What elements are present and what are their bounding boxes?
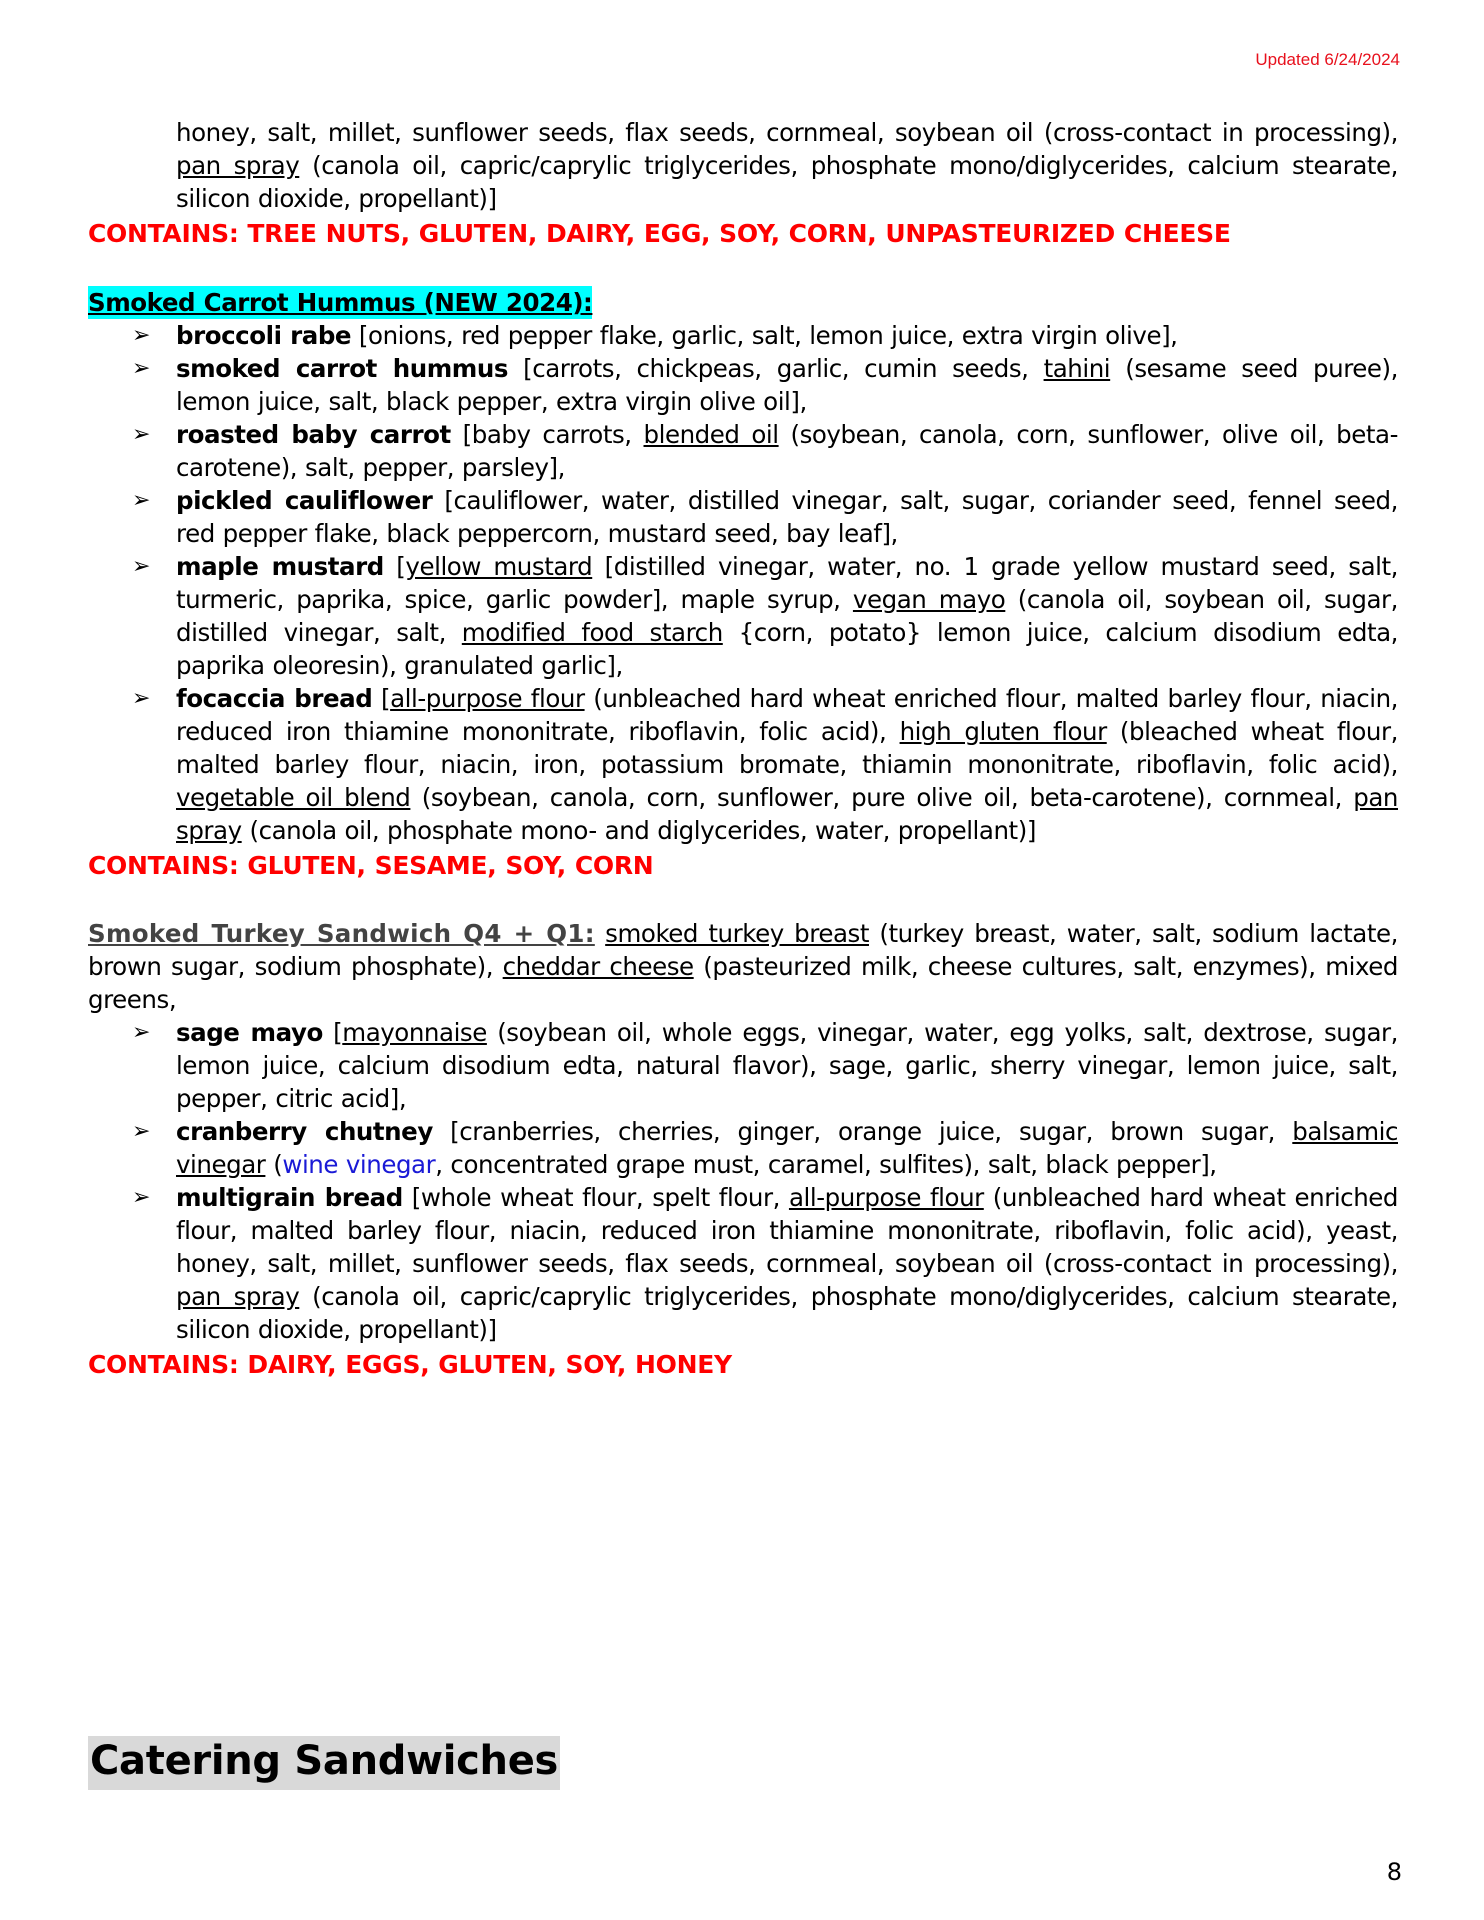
list-item <box>88 682 1398 847</box>
item-subingredient: cheddar cheese <box>502 952 694 981</box>
carryover-paragraph <box>88 116 1398 215</box>
carryover-text-2: (canola oil, capric/caprylic triglycerides, phosphate mono/diglycerides, calcium stearate, silicon dioxide, propellant)] <box>176 151 1399 213</box>
page-content <box>88 116 1398 1381</box>
updated-date: Updated 6/24/2024 <box>1255 50 1400 69</box>
item-subingredient: all-purpose flour <box>788 1183 984 1212</box>
list-item <box>88 1181 1398 1346</box>
hummus-title: Smoked Carrot Hummus (NEW 2024): <box>88 288 593 317</box>
hummus-ingredient-list <box>88 319 1398 847</box>
item-text: [baby carrots, <box>450 420 644 449</box>
item-name: smoked carrot hummus <box>176 354 509 383</box>
item-name: multigrain bread <box>176 1183 403 1212</box>
item-subingredient: vegan mayo <box>852 585 1006 614</box>
item-subingredient: pan spray <box>176 783 1399 845</box>
item-text: , concentrated grape must, caramel, sulfites), salt, black pepper], <box>435 1150 1217 1179</box>
item-name: focaccia bread <box>176 684 373 713</box>
arrowhead-bullet-icon: ➢ <box>132 1185 150 1210</box>
arrowhead-bullet-icon: ➢ <box>132 488 150 513</box>
arrowhead-bullet-icon: ➢ <box>132 356 150 381</box>
item-subingredient: vegetable oil blend <box>176 783 411 812</box>
turkey-title: Smoked Turkey Sandwich Q4 + Q1: <box>88 919 595 948</box>
item-name: cranberry chutney <box>176 1117 433 1146</box>
item-text: (soybean, canola, corn, sunflower, olive oil, beta-carotene), salt, pepper, parsley], <box>176 420 1399 482</box>
item-text: {corn, potato} lemon juice, calcium disodium edta, paprika oleoresin), granulated garlic], <box>176 618 1399 680</box>
item-text: (unbleached hard wheat enriched flour, malted barley flour, niacin, reduced iron thiamine mononitrate, riboflavin, folic acid), yeast, honey, salt, millet, sunflower seeds, flax seeds, cornmeal, soybean oil (cross-contact in processing), <box>176 1183 1399 1278</box>
item-name: maple mustard <box>176 552 384 581</box>
list-item <box>88 550 1398 682</box>
list-item <box>88 352 1398 418</box>
arrowhead-bullet-icon: ➢ <box>132 554 150 579</box>
item-subingredient-highlight: wine vinegar <box>282 1150 436 1179</box>
item-text <box>595 919 605 948</box>
item-subingredient: modified food starch <box>461 618 723 647</box>
arrowhead-bullet-icon: ➢ <box>132 422 150 447</box>
item-text: [carrots, chickpeas, garlic, cumin seeds, <box>508 354 1044 383</box>
item-text: [ <box>383 552 406 581</box>
item-text: (turkey breast, water, salt, sodium lactate, brown sugar, sodium phosphate), <box>88 919 1398 981</box>
item-name: sage mayo <box>176 1018 323 1047</box>
item-text: (soybean oil, whole eggs, vinegar, water, egg yolks, salt, dextrose, sugar, lemon juice, calcium disodium edta, natural flavor), sage, garlic, sherry vinegar, lemon juice, salt, pepper, citric acid], <box>176 1018 1398 1113</box>
list-item <box>88 1016 1398 1115</box>
item-text: (bleached wheat flour, malted barley flour, niacin, iron, potassium bromate, thiamin mononitrate, riboflavin, folic acid), <box>176 717 1398 779</box>
item-text: ( <box>265 1150 283 1179</box>
carryover-pan-spray: pan spray <box>176 151 300 180</box>
item-text: [whole wheat flour, spelt flour, <box>402 1183 789 1212</box>
item-subingredient: high gluten flour <box>899 717 1107 746</box>
item-subingredient: yellow mustard <box>405 552 593 581</box>
item-text: [onions, red pepper flake, garlic, salt, lemon juice, extra virgin olive], <box>351 321 1178 350</box>
arrowhead-bullet-icon: ➢ <box>132 1020 150 1045</box>
carryover-text: honey, salt, millet, sunflower seeds, flax seeds, cornmeal, soybean oil (cross-contact in processing), <box>176 118 1398 147</box>
item-subingredient: all-purpose flour <box>390 684 585 713</box>
item-subingredient: smoked turkey breast <box>605 919 869 948</box>
arrowhead-bullet-icon: ➢ <box>132 323 150 348</box>
item-text: (canola oil, soybean oil, sugar, distilled vinegar, salt, <box>176 585 1399 647</box>
list-item <box>88 418 1398 484</box>
item-text: [distilled vinegar, water, no. 1 grade yellow mustard seed, salt, turmeric, paprika, spice, garlic powder], maple syrup, <box>176 552 1398 614</box>
item-text: [ <box>322 1018 343 1047</box>
item-text: [cauliflower, water, distilled vinegar, salt, sugar, coriander seed, fennel seed, red pepper flake, black peppercorn, mustard seed, bay leaf], <box>176 486 1398 548</box>
arrowhead-bullet-icon: ➢ <box>132 1119 150 1144</box>
item-subingredient: balsamic vinegar <box>176 1117 1398 1179</box>
hummus-section-header <box>88 286 1398 319</box>
item-text: (canola oil, capric/caprylic triglycerides, phosphate mono/diglycerides, calcium stearate, silicon dioxide, propellant)] <box>176 1282 1399 1344</box>
item-text: (canola oil, phosphate mono- and diglycerides, water, propellant)] <box>241 816 1036 845</box>
item-name: broccoli rabe <box>176 321 352 350</box>
spacer <box>88 250 1398 286</box>
spacer <box>88 882 1398 917</box>
item-text: [ <box>372 684 391 713</box>
item-text: (unbleached hard wheat enriched flour, malted barley flour, niacin, reduced iron thiamine mononitrate, riboflavin, folic acid), <box>176 684 1398 746</box>
arrowhead-bullet-icon: ➢ <box>132 686 150 711</box>
item-subingredient: tahini <box>1043 354 1111 383</box>
hummus-contains: CONTAINS: GLUTEN, SESAME, SOY, CORN <box>88 851 654 880</box>
list-item <box>88 484 1398 550</box>
carryover-contains: CONTAINS: TREE NUTS, GLUTEN, DAIRY, EGG, SOY, CORN, UNPASTEURIZED CHEESE <box>88 219 1231 248</box>
item-text: [cranberries, cherries, ginger, orange juice, sugar, brown sugar, <box>432 1117 1293 1146</box>
turkey-intro-paragraph <box>88 917 1398 1016</box>
item-text: (sesame seed puree), lemon juice, salt, black pepper, extra virgin olive oil], <box>176 354 1398 416</box>
item-text: (soybean, canola, corn, sunflower, pure olive oil, beta-carotene), cornmeal, <box>410 783 1354 812</box>
turkey-contains: CONTAINS: DAIRY, EGGS, GLUTEN, SOY, HONEY <box>88 1350 732 1379</box>
item-subingredient: pan spray <box>176 1282 300 1311</box>
item-subingredient: mayonnaise <box>342 1018 487 1047</box>
item-text: (pasteurized milk, cheese cultures, salt, enzymes), mixed greens, <box>88 952 1399 1014</box>
list-item <box>88 319 1398 352</box>
item-name: roasted baby carrot <box>176 420 451 449</box>
catering-section-heading: Catering Sandwiches <box>88 1736 560 1790</box>
list-item <box>88 1115 1398 1181</box>
turkey-ingredient-list <box>88 1016 1398 1346</box>
item-subingredient: blended oil <box>643 420 779 449</box>
item-name: pickled cauliflower <box>176 486 433 515</box>
page-number: 8 <box>1386 1858 1402 1886</box>
